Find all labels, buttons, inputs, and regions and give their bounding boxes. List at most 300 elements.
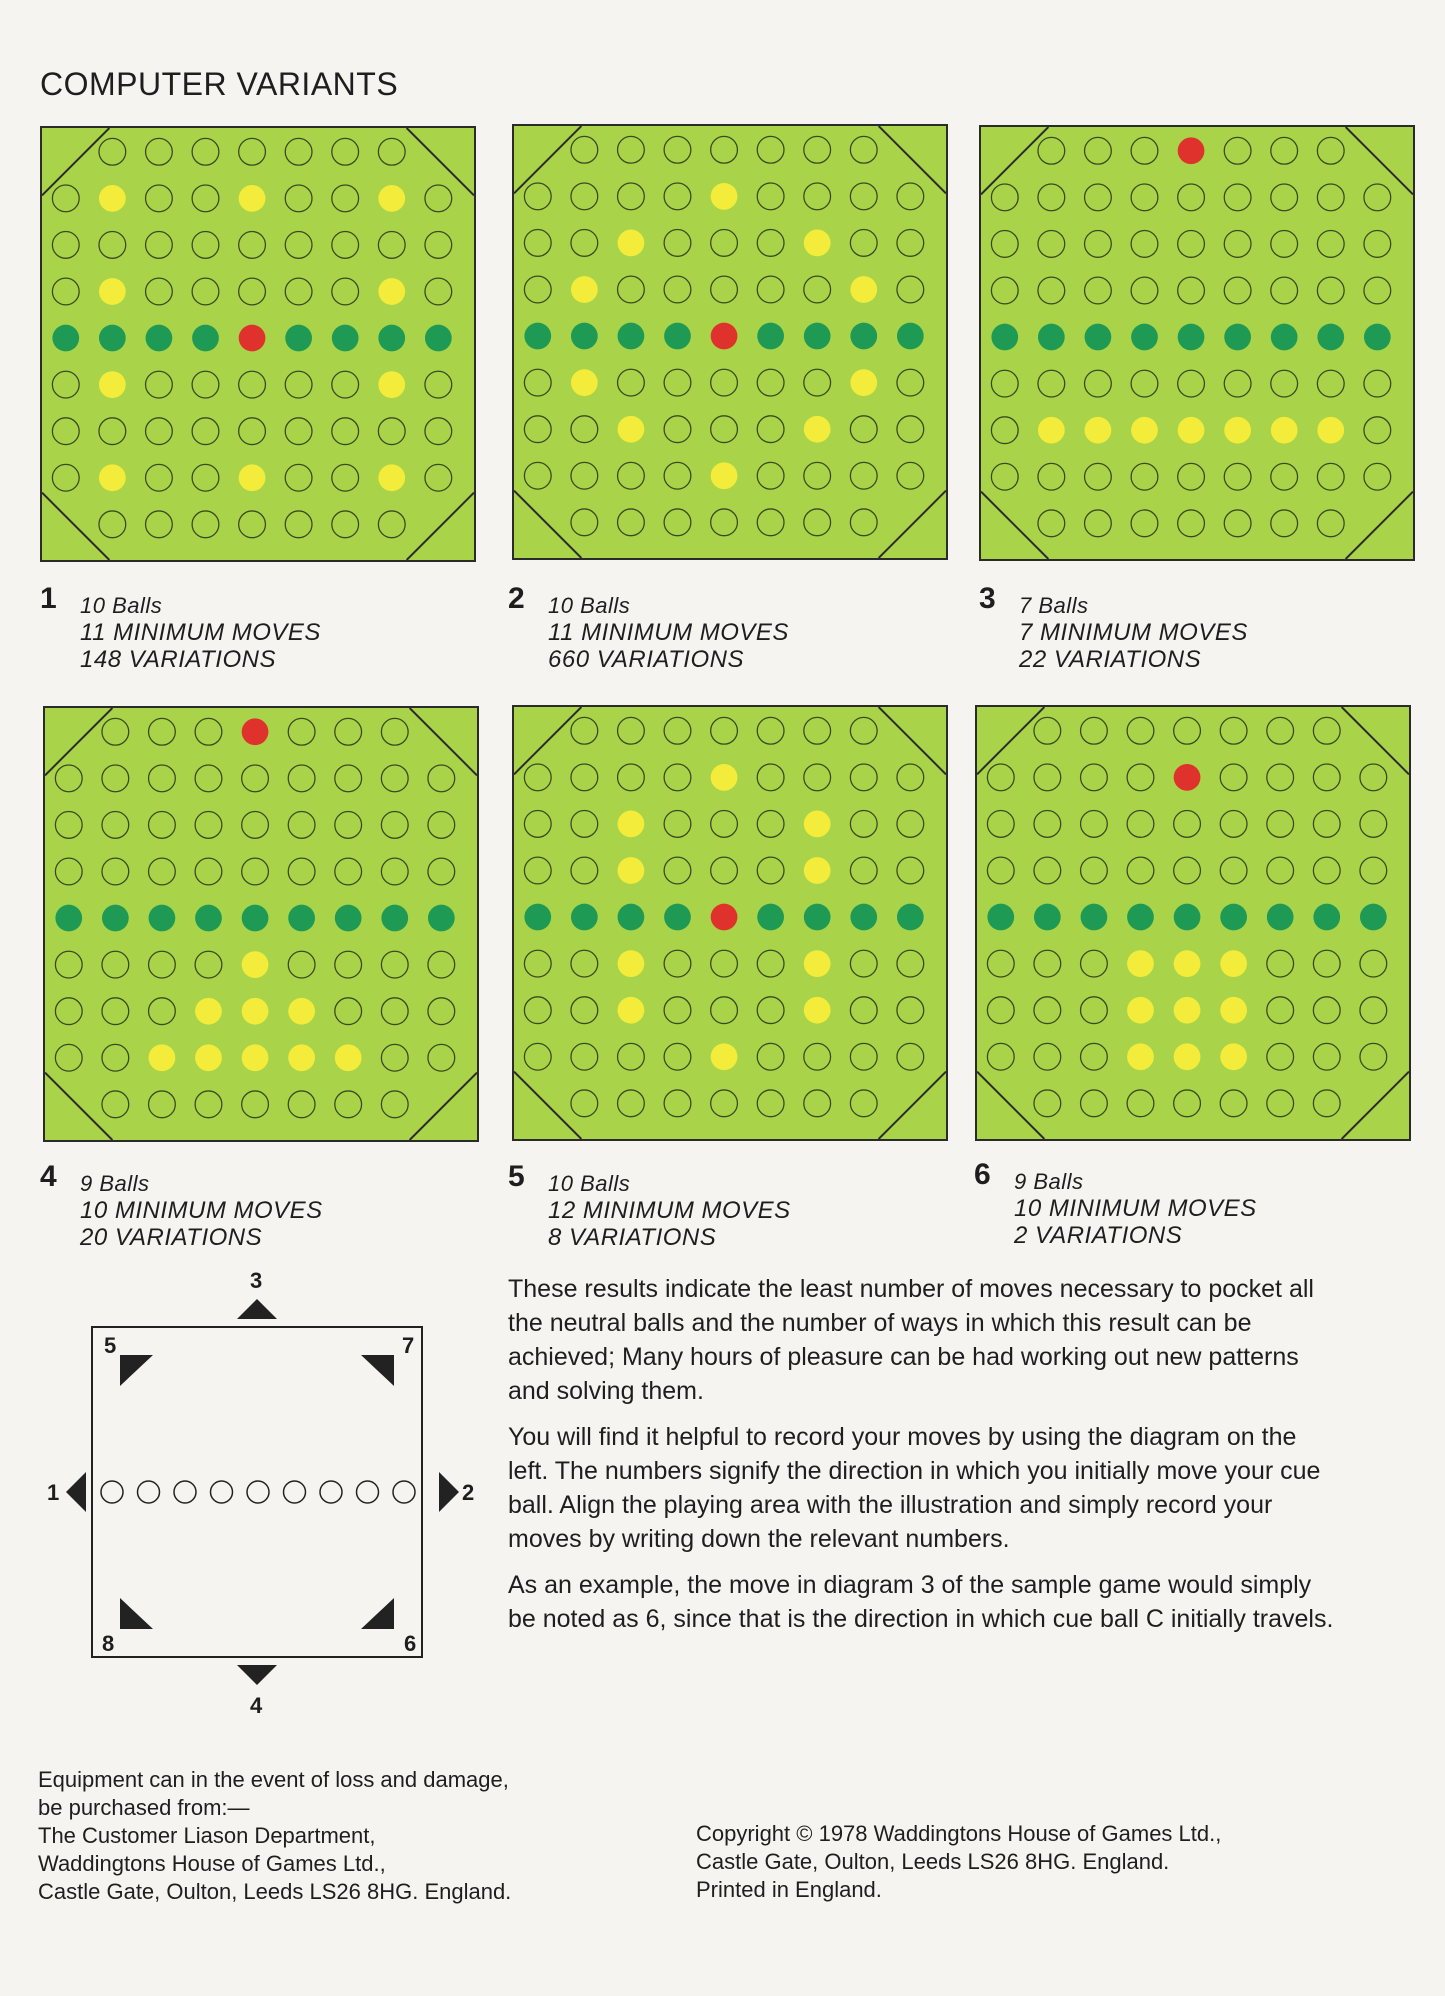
- variations-count: 22 VARIATIONS: [1019, 646, 1202, 673]
- neutral-ball-yellow: [242, 998, 269, 1025]
- direction-label-4: 4: [250, 1693, 263, 1718]
- neutral-ball-yellow: [149, 1044, 176, 1071]
- board-2: [512, 124, 948, 560]
- green-ball: [524, 323, 551, 350]
- green-ball: [897, 323, 924, 350]
- empty-hole: [428, 998, 455, 1025]
- empty-hole: [850, 183, 877, 210]
- empty-hole: [757, 462, 784, 489]
- arrow-1: [66, 1472, 86, 1512]
- empty-hole: [55, 812, 82, 839]
- empty-hole: [332, 185, 359, 212]
- empty-hole: [428, 765, 455, 792]
- empty-hole: [1267, 1090, 1294, 1117]
- green-ball: [335, 905, 362, 932]
- empty-hole: [1267, 1043, 1294, 1070]
- arrow-6: [361, 1598, 394, 1629]
- empty-hole: [52, 371, 79, 398]
- green-ball: [987, 904, 1014, 931]
- empty-hole: [1178, 277, 1205, 304]
- empty-hole: [1317, 463, 1344, 490]
- empty-hole: [242, 812, 269, 839]
- neutral-ball-yellow: [378, 185, 405, 212]
- neutral-ball-yellow: [804, 416, 831, 443]
- empty-hole: [711, 230, 738, 257]
- empty-hole: [991, 277, 1018, 304]
- empty-hole: [1034, 1043, 1061, 1070]
- green-ball: [1313, 904, 1340, 931]
- empty-hole: [524, 230, 551, 257]
- empty-hole: [102, 1091, 129, 1118]
- empty-hole: [1085, 184, 1112, 211]
- empty-hole: [381, 718, 408, 745]
- arrow-7: [361, 1355, 394, 1386]
- empty-hole: [757, 997, 784, 1024]
- empty-hole: [1360, 857, 1387, 884]
- empty-hole: [1317, 510, 1344, 537]
- corner-pocket-line: [1346, 492, 1413, 559]
- empty-hole: [1085, 277, 1112, 304]
- board-4: [43, 706, 479, 1142]
- green-ball: [571, 323, 598, 350]
- green-ball: [1360, 904, 1387, 931]
- empty-hole: [102, 1044, 129, 1071]
- empty-hole: [664, 183, 691, 210]
- empty-hole: [378, 511, 405, 538]
- green-ball: [1034, 904, 1061, 931]
- empty-hole: [1034, 997, 1061, 1024]
- green-ball: [991, 324, 1018, 351]
- green-ball: [618, 904, 645, 931]
- neutral-ball-yellow: [850, 276, 877, 303]
- empty-hole: [195, 718, 222, 745]
- empty-hole: [381, 1044, 408, 1071]
- neutral-ball-yellow: [99, 278, 126, 305]
- empty-hole: [757, 509, 784, 536]
- corner-pocket-line: [879, 491, 946, 558]
- empty-hole: [524, 811, 551, 838]
- empty-hole: [52, 464, 79, 491]
- cue-ball-red: [239, 325, 266, 352]
- empty-hole: [102, 812, 129, 839]
- empty-hole: [425, 278, 452, 305]
- empty-hole: [1267, 950, 1294, 977]
- neutral-ball-yellow: [1127, 1043, 1154, 1070]
- board-3-grid: [981, 127, 1413, 559]
- empty-hole: [381, 1091, 408, 1118]
- empty-hole: [335, 858, 362, 885]
- empty-hole: [711, 369, 738, 396]
- variant-number: 6: [974, 1158, 991, 1191]
- board-5-grid: [514, 707, 946, 1139]
- empty-hole: [897, 462, 924, 489]
- neutral-ball-yellow: [378, 278, 405, 305]
- neutral-ball-yellow: [1127, 950, 1154, 977]
- empty-hole: [1224, 463, 1251, 490]
- empty-hole: [288, 1091, 315, 1118]
- empty-hole: [804, 462, 831, 489]
- direction-label-8: 8: [102, 1631, 115, 1656]
- neutral-ball-yellow: [1220, 997, 1247, 1024]
- empty-hole: [149, 718, 176, 745]
- empty-hole: [618, 136, 645, 163]
- variations-count: 8 VARIATIONS: [548, 1224, 717, 1251]
- empty-hole: [195, 858, 222, 885]
- direction-hole: [284, 1481, 306, 1503]
- empty-hole: [239, 138, 266, 165]
- empty-hole: [288, 812, 315, 839]
- empty-hole: [571, 950, 598, 977]
- empty-hole: [757, 764, 784, 791]
- empty-hole: [332, 371, 359, 398]
- empty-hole: [425, 232, 452, 259]
- board-4-grid: [45, 708, 477, 1140]
- neutral-ball-yellow: [1178, 417, 1205, 444]
- empty-hole: [146, 278, 173, 305]
- footer-right-line: Copyright © 1978 Waddingtons House of Games Ltd.,: [696, 1821, 1222, 1846]
- neutral-ball-yellow: [618, 950, 645, 977]
- empty-hole: [1174, 857, 1201, 884]
- empty-hole: [1081, 1090, 1108, 1117]
- empty-hole: [239, 232, 266, 259]
- direction-hole: [174, 1481, 196, 1503]
- empty-hole: [1271, 370, 1298, 397]
- neutral-ball-yellow: [804, 230, 831, 257]
- empty-hole: [757, 276, 784, 303]
- empty-hole: [804, 369, 831, 396]
- empty-hole: [1220, 857, 1247, 884]
- empty-hole: [285, 418, 312, 445]
- balls-count: 9 Balls: [1014, 1169, 1084, 1194]
- neutral-ball-yellow: [378, 371, 405, 398]
- empty-hole: [1131, 277, 1158, 304]
- green-ball: [428, 905, 455, 932]
- empty-hole: [850, 230, 877, 257]
- corner-pocket-line: [514, 707, 581, 774]
- empty-hole: [1038, 463, 1065, 490]
- empty-hole: [378, 418, 405, 445]
- empty-hole: [285, 278, 312, 305]
- green-ball: [1174, 904, 1201, 931]
- green-ball: [618, 323, 645, 350]
- empty-hole: [1224, 137, 1251, 164]
- empty-hole: [757, 183, 784, 210]
- empty-hole: [239, 278, 266, 305]
- empty-hole: [897, 416, 924, 443]
- empty-hole: [991, 463, 1018, 490]
- empty-hole: [1038, 184, 1065, 211]
- empty-hole: [804, 183, 831, 210]
- empty-hole: [239, 418, 266, 445]
- empty-hole: [524, 416, 551, 443]
- empty-hole: [1313, 950, 1340, 977]
- neutral-ball-yellow: [239, 185, 266, 212]
- empty-hole: [102, 858, 129, 885]
- neutral-ball-yellow: [195, 998, 222, 1025]
- green-ball: [1127, 904, 1154, 931]
- empty-hole: [664, 764, 691, 791]
- empty-hole: [1174, 717, 1201, 744]
- green-ball: [1220, 904, 1247, 931]
- green-ball: [1038, 324, 1065, 351]
- board-1-grid: [42, 128, 474, 560]
- empty-hole: [571, 811, 598, 838]
- empty-hole: [1317, 231, 1344, 258]
- empty-hole: [1038, 277, 1065, 304]
- green-ball: [1131, 324, 1158, 351]
- green-ball: [146, 325, 173, 352]
- green-ball: [1224, 324, 1251, 351]
- empty-hole: [242, 1091, 269, 1118]
- empty-hole: [1313, 717, 1340, 744]
- empty-hole: [192, 232, 219, 259]
- page-title: COMPUTER VARIANTS: [40, 66, 399, 102]
- empty-hole: [524, 764, 551, 791]
- empty-hole: [1360, 1043, 1387, 1070]
- variant-number: 3: [979, 582, 996, 615]
- empty-hole: [664, 997, 691, 1024]
- empty-hole: [381, 858, 408, 885]
- green-ball: [195, 905, 222, 932]
- empty-hole: [757, 136, 784, 163]
- empty-hole: [571, 1043, 598, 1070]
- empty-hole: [242, 858, 269, 885]
- neutral-ball-yellow: [850, 369, 877, 396]
- empty-hole: [897, 183, 924, 210]
- empty-hole: [1267, 717, 1294, 744]
- green-ball: [192, 325, 219, 352]
- empty-hole: [711, 509, 738, 536]
- direction-label-1: 1: [47, 1480, 60, 1505]
- empty-hole: [428, 858, 455, 885]
- neutral-ball-yellow: [1271, 417, 1298, 444]
- empty-hole: [524, 950, 551, 977]
- neutral-ball-yellow: [1131, 417, 1158, 444]
- direction-label-2: 2: [462, 1480, 475, 1505]
- footer-left-line: be purchased from:—: [38, 1795, 250, 1820]
- neutral-ball-yellow: [1085, 417, 1112, 444]
- green-ball: [757, 904, 784, 931]
- direction-hole: [393, 1481, 415, 1503]
- empty-hole: [618, 1090, 645, 1117]
- empty-hole: [1131, 370, 1158, 397]
- empty-hole: [897, 950, 924, 977]
- empty-hole: [571, 509, 598, 536]
- neutral-ball-yellow: [618, 811, 645, 838]
- corner-pocket-line: [1342, 1072, 1409, 1139]
- empty-hole: [1085, 463, 1112, 490]
- green-ball: [425, 325, 452, 352]
- empty-hole: [618, 717, 645, 744]
- empty-hole: [149, 1091, 176, 1118]
- empty-hole: [664, 1043, 691, 1070]
- green-ball: [1081, 904, 1108, 931]
- empty-hole: [897, 811, 924, 838]
- empty-hole: [146, 511, 173, 538]
- neutral-ball-yellow: [1174, 997, 1201, 1024]
- empty-hole: [711, 276, 738, 303]
- empty-hole: [1271, 277, 1298, 304]
- empty-hole: [850, 1043, 877, 1070]
- green-ball: [804, 904, 831, 931]
- neutral-ball-yellow: [1317, 417, 1344, 444]
- empty-hole: [757, 811, 784, 838]
- empty-hole: [1038, 137, 1065, 164]
- empty-hole: [804, 717, 831, 744]
- empty-hole: [192, 464, 219, 491]
- balls-count: 10 Balls: [80, 593, 163, 618]
- empty-hole: [1360, 811, 1387, 838]
- empty-hole: [804, 136, 831, 163]
- corner-pocket-line: [514, 126, 581, 193]
- equipment-notice: [38, 1766, 511, 1906]
- empty-hole: [149, 812, 176, 839]
- empty-hole: [1034, 1090, 1061, 1117]
- green-ball: [55, 905, 82, 932]
- empty-hole: [571, 230, 598, 257]
- paragraph-results: These results indicate the least number of moves necessary to pocket all the neutral balls and the number of ways in which this result can be achieved; Many hours of pleasure can be had working out new patterns and solving them.: [508, 1275, 1314, 1405]
- neutral-ball-yellow: [1220, 950, 1247, 977]
- empty-hole: [102, 718, 129, 745]
- paragraph-recording: You will find it helpful to record your moves by using the diagram on the left. The numbers signify the direction in which you initially move your cue ball. Align the playing area with the illustration and simply record your moves by writing down the relevant numbers.: [508, 1423, 1321, 1553]
- empty-hole: [1271, 510, 1298, 537]
- neutral-ball-yellow: [288, 998, 315, 1025]
- empty-hole: [1271, 184, 1298, 211]
- minimum-moves: 11 MINIMUM MOVES: [548, 619, 789, 646]
- empty-hole: [757, 1090, 784, 1117]
- empty-hole: [1034, 717, 1061, 744]
- corner-pocket-line: [45, 708, 112, 775]
- empty-hole: [332, 232, 359, 259]
- empty-hole: [192, 138, 219, 165]
- empty-hole: [52, 418, 79, 445]
- empty-hole: [524, 369, 551, 396]
- balls-count: 10 Balls: [548, 1171, 631, 1196]
- empty-hole: [1081, 764, 1108, 791]
- empty-hole: [428, 812, 455, 839]
- empty-hole: [571, 462, 598, 489]
- empty-hole: [571, 857, 598, 884]
- direction-hole-row: [101, 1481, 415, 1503]
- empty-hole: [987, 950, 1014, 977]
- empty-hole: [52, 232, 79, 259]
- empty-hole: [1360, 997, 1387, 1024]
- empty-hole: [335, 765, 362, 792]
- empty-hole: [1081, 717, 1108, 744]
- green-ball: [850, 904, 877, 931]
- empty-hole: [1085, 231, 1112, 258]
- minimum-moves: 10 MINIMUM MOVES: [1014, 1195, 1257, 1222]
- empty-hole: [524, 997, 551, 1024]
- empty-hole: [1081, 950, 1108, 977]
- empty-hole: [288, 718, 315, 745]
- empty-hole: [804, 1043, 831, 1070]
- empty-hole: [664, 369, 691, 396]
- variant-number: 2: [508, 582, 525, 615]
- empty-hole: [1178, 231, 1205, 258]
- balls-count: 9 Balls: [80, 1171, 150, 1196]
- neutral-ball-yellow: [288, 1044, 315, 1071]
- direction-hole: [138, 1481, 160, 1503]
- empty-hole: [804, 276, 831, 303]
- neutral-ball-yellow: [195, 1044, 222, 1071]
- green-ball: [850, 323, 877, 350]
- neutral-ball-yellow: [571, 369, 598, 396]
- empty-hole: [1313, 1090, 1340, 1117]
- empty-hole: [1220, 1090, 1247, 1117]
- empty-hole: [192, 511, 219, 538]
- empty-hole: [571, 183, 598, 210]
- balls-count: 10 Balls: [548, 593, 631, 618]
- empty-hole: [987, 997, 1014, 1024]
- empty-hole: [1313, 1043, 1340, 1070]
- empty-hole: [1178, 370, 1205, 397]
- empty-hole: [618, 764, 645, 791]
- empty-hole: [192, 185, 219, 212]
- neutral-ball-yellow: [711, 183, 738, 210]
- arrow-2: [439, 1472, 459, 1512]
- arrow-4: [237, 1665, 277, 1685]
- empty-hole: [991, 370, 1018, 397]
- empty-hole: [378, 232, 405, 259]
- empty-hole: [381, 998, 408, 1025]
- empty-hole: [897, 230, 924, 257]
- neutral-ball-yellow: [99, 371, 126, 398]
- instructions: [508, 1272, 1338, 1648]
- empty-hole: [428, 951, 455, 978]
- empty-hole: [1085, 137, 1112, 164]
- empty-hole: [711, 950, 738, 977]
- empty-hole: [52, 185, 79, 212]
- empty-hole: [1081, 811, 1108, 838]
- empty-hole: [664, 857, 691, 884]
- empty-hole: [1081, 1043, 1108, 1070]
- empty-hole: [1224, 510, 1251, 537]
- empty-hole: [1364, 277, 1391, 304]
- green-ball: [332, 325, 359, 352]
- green-ball: [664, 904, 691, 931]
- empty-hole: [285, 371, 312, 398]
- empty-hole: [1131, 510, 1158, 537]
- empty-hole: [55, 998, 82, 1025]
- empty-hole: [524, 276, 551, 303]
- variations-count: 20 VARIATIONS: [80, 1224, 263, 1251]
- green-ball: [52, 325, 79, 352]
- empty-hole: [897, 369, 924, 396]
- empty-hole: [425, 185, 452, 212]
- empty-hole: [897, 1043, 924, 1070]
- empty-hole: [239, 511, 266, 538]
- empty-hole: [1127, 811, 1154, 838]
- empty-hole: [897, 997, 924, 1024]
- empty-hole: [1267, 997, 1294, 1024]
- empty-hole: [1127, 1090, 1154, 1117]
- empty-hole: [195, 1091, 222, 1118]
- empty-hole: [146, 371, 173, 398]
- empty-hole: [242, 765, 269, 792]
- empty-hole: [664, 1090, 691, 1117]
- empty-hole: [99, 418, 126, 445]
- empty-hole: [1271, 137, 1298, 164]
- empty-hole: [192, 418, 219, 445]
- empty-hole: [55, 1044, 82, 1071]
- cue-ball-red: [1174, 764, 1201, 791]
- empty-hole: [1364, 231, 1391, 258]
- direction-label-6: 6: [404, 1631, 417, 1656]
- neutral-ball-yellow: [571, 276, 598, 303]
- empty-hole: [99, 511, 126, 538]
- arrow-8: [120, 1598, 153, 1629]
